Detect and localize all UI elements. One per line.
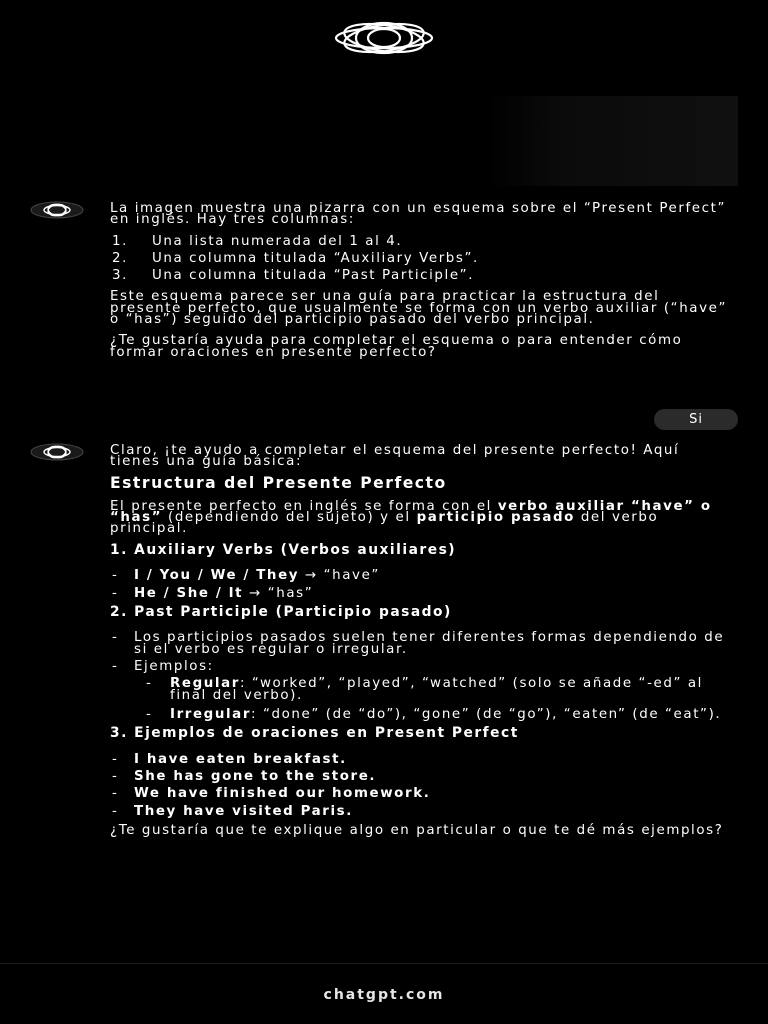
list-number: 2. — [112, 250, 128, 266]
bullet-list — [110, 751, 730, 819]
list-item: - She has gone to the store. — [112, 768, 377, 784]
subsection-heading: 2. Past Participle (Participio pasado) — [110, 603, 452, 620]
message-paragraph: La imagen muestra una pizarra con un esquema sobre el “Present Perfect” en inglés. Hay tres columnas: — [110, 201, 726, 228]
assistant-message-2 — [110, 445, 730, 846]
list-item-text: Una lista numerada del 1 al 4. — [152, 233, 403, 249]
list-item: - We have finished our homework. — [112, 786, 431, 802]
list-item: - Los participios pasados suelen tener diferentes formas dependiendo de si el verbo es regular o irregular. — [112, 630, 725, 657]
list-number: 3. — [112, 268, 128, 284]
bullet-list — [110, 570, 730, 599]
footer-divider — [0, 963, 768, 964]
subsection-heading: 1. Auxiliary Verbs (Verbos auxiliares) — [110, 541, 457, 558]
bullet-list — [110, 632, 730, 720]
text-run: : “worked”, “played”, “watched” (solo se añade “-ed” al final del verbo). — [170, 676, 703, 703]
user-message-bubble: Si — [654, 409, 738, 430]
bold-text: I have eaten breakfast. — [134, 751, 347, 767]
list-number: 1. — [112, 233, 128, 249]
text-run: (dependiendo del sujeto) y el — [162, 510, 417, 526]
openai-logo-icon — [332, 20, 436, 56]
list-item: - Ejemplos: - Regular: “worked”, “played”, “watched” (solo se añade “-ed” al final del verbo). - Irregular: “done” (de “do”), “gone” (de “go”), “eaten” (de “eat”). — [110, 661, 730, 720]
text-run: Los participios pasados suelen tener diferentes formas dependiendo de si el verbo es regular o irregular. — [134, 630, 725, 657]
list-item — [110, 233, 730, 249]
bold-text: We have finished our homework. — [134, 786, 431, 802]
bold-text: He / She / It — [134, 585, 244, 601]
bold-text: She has gone to the store. — [134, 768, 377, 784]
numbered-list — [110, 233, 730, 284]
message-paragraph: ¿Te gustaría ayuda para completar el esquema o para entender cómo formar oraciones en presente perfecto? — [110, 333, 683, 360]
subsection-heading: 3. Ejemplos de oraciones en Present Perfect — [110, 725, 519, 742]
text-run: → “has” — [243, 585, 314, 601]
list-item — [110, 268, 730, 284]
message-paragraph: ¿Te gustaría que te explique algo en particular o que te dé más ejemplos? — [110, 822, 724, 838]
message-paragraph: Claro, ¡te ayudo a completar el esquema del presente perfecto! Aquí tienes una guía básica: — [110, 443, 680, 470]
text-run: El presente perfecto en inglés se forma con el — [110, 498, 498, 514]
list-item: - Regular: “worked”, “played”, “watched” (solo se añade “-ed” al final del verbo). — [146, 676, 703, 703]
assistant-message-1 — [110, 203, 730, 368]
message-paragraph — [110, 498, 730, 537]
list-item: - I / You / We / They → “have” — [112, 568, 380, 584]
section-heading: Estructura del Presente Perfecto — [110, 473, 447, 492]
nested-list — [110, 678, 730, 720]
bold-text: participio pasado — [416, 510, 575, 526]
text-run: del verbo principal. — [110, 510, 659, 537]
bold-text: I / You / We / They — [134, 568, 300, 584]
list-item-text: Una columna titulada “Past Participle”. — [152, 268, 475, 284]
list-item: - I have eaten breakfast. — [112, 751, 347, 767]
text-run: Ejemplos: — [134, 658, 214, 674]
assistant-avatar-icon — [28, 442, 86, 462]
domain-footer[interactable]: chatgpt.com — [323, 987, 445, 1003]
text-run: : “done” (de “do”), “gone” (de “go”), “eaten” (de “eat”). — [251, 706, 722, 722]
bold-text: They have visited Paris. — [134, 803, 353, 819]
bold-text: Irregular — [170, 706, 252, 722]
text-run: → “have” — [299, 568, 380, 584]
message-paragraph: Este esquema parece ser una guía para practicar la estructura del presente perfecto, que usualmente se forma con un verbo auxiliar (“have” o “has”) seguido del participio pasado del verbo principal. — [110, 289, 727, 328]
blurred-image-fragment — [488, 96, 738, 186]
list-item: - They have visited Paris. — [112, 803, 353, 819]
list-item-text: Una columna titulada “Auxiliary Verbs”. — [152, 250, 479, 266]
bold-text: verbo auxiliar “have” o “has” — [110, 498, 712, 526]
list-item: - Irregular: “done” (de “do”), “gone” (de “go”), “eaten” (de “eat”). — [146, 706, 722, 722]
list-item: - He / She / It → “has” — [112, 585, 314, 601]
bold-text: Regular — [170, 676, 240, 692]
list-item — [110, 250, 730, 266]
assistant-avatar-icon — [28, 200, 86, 220]
